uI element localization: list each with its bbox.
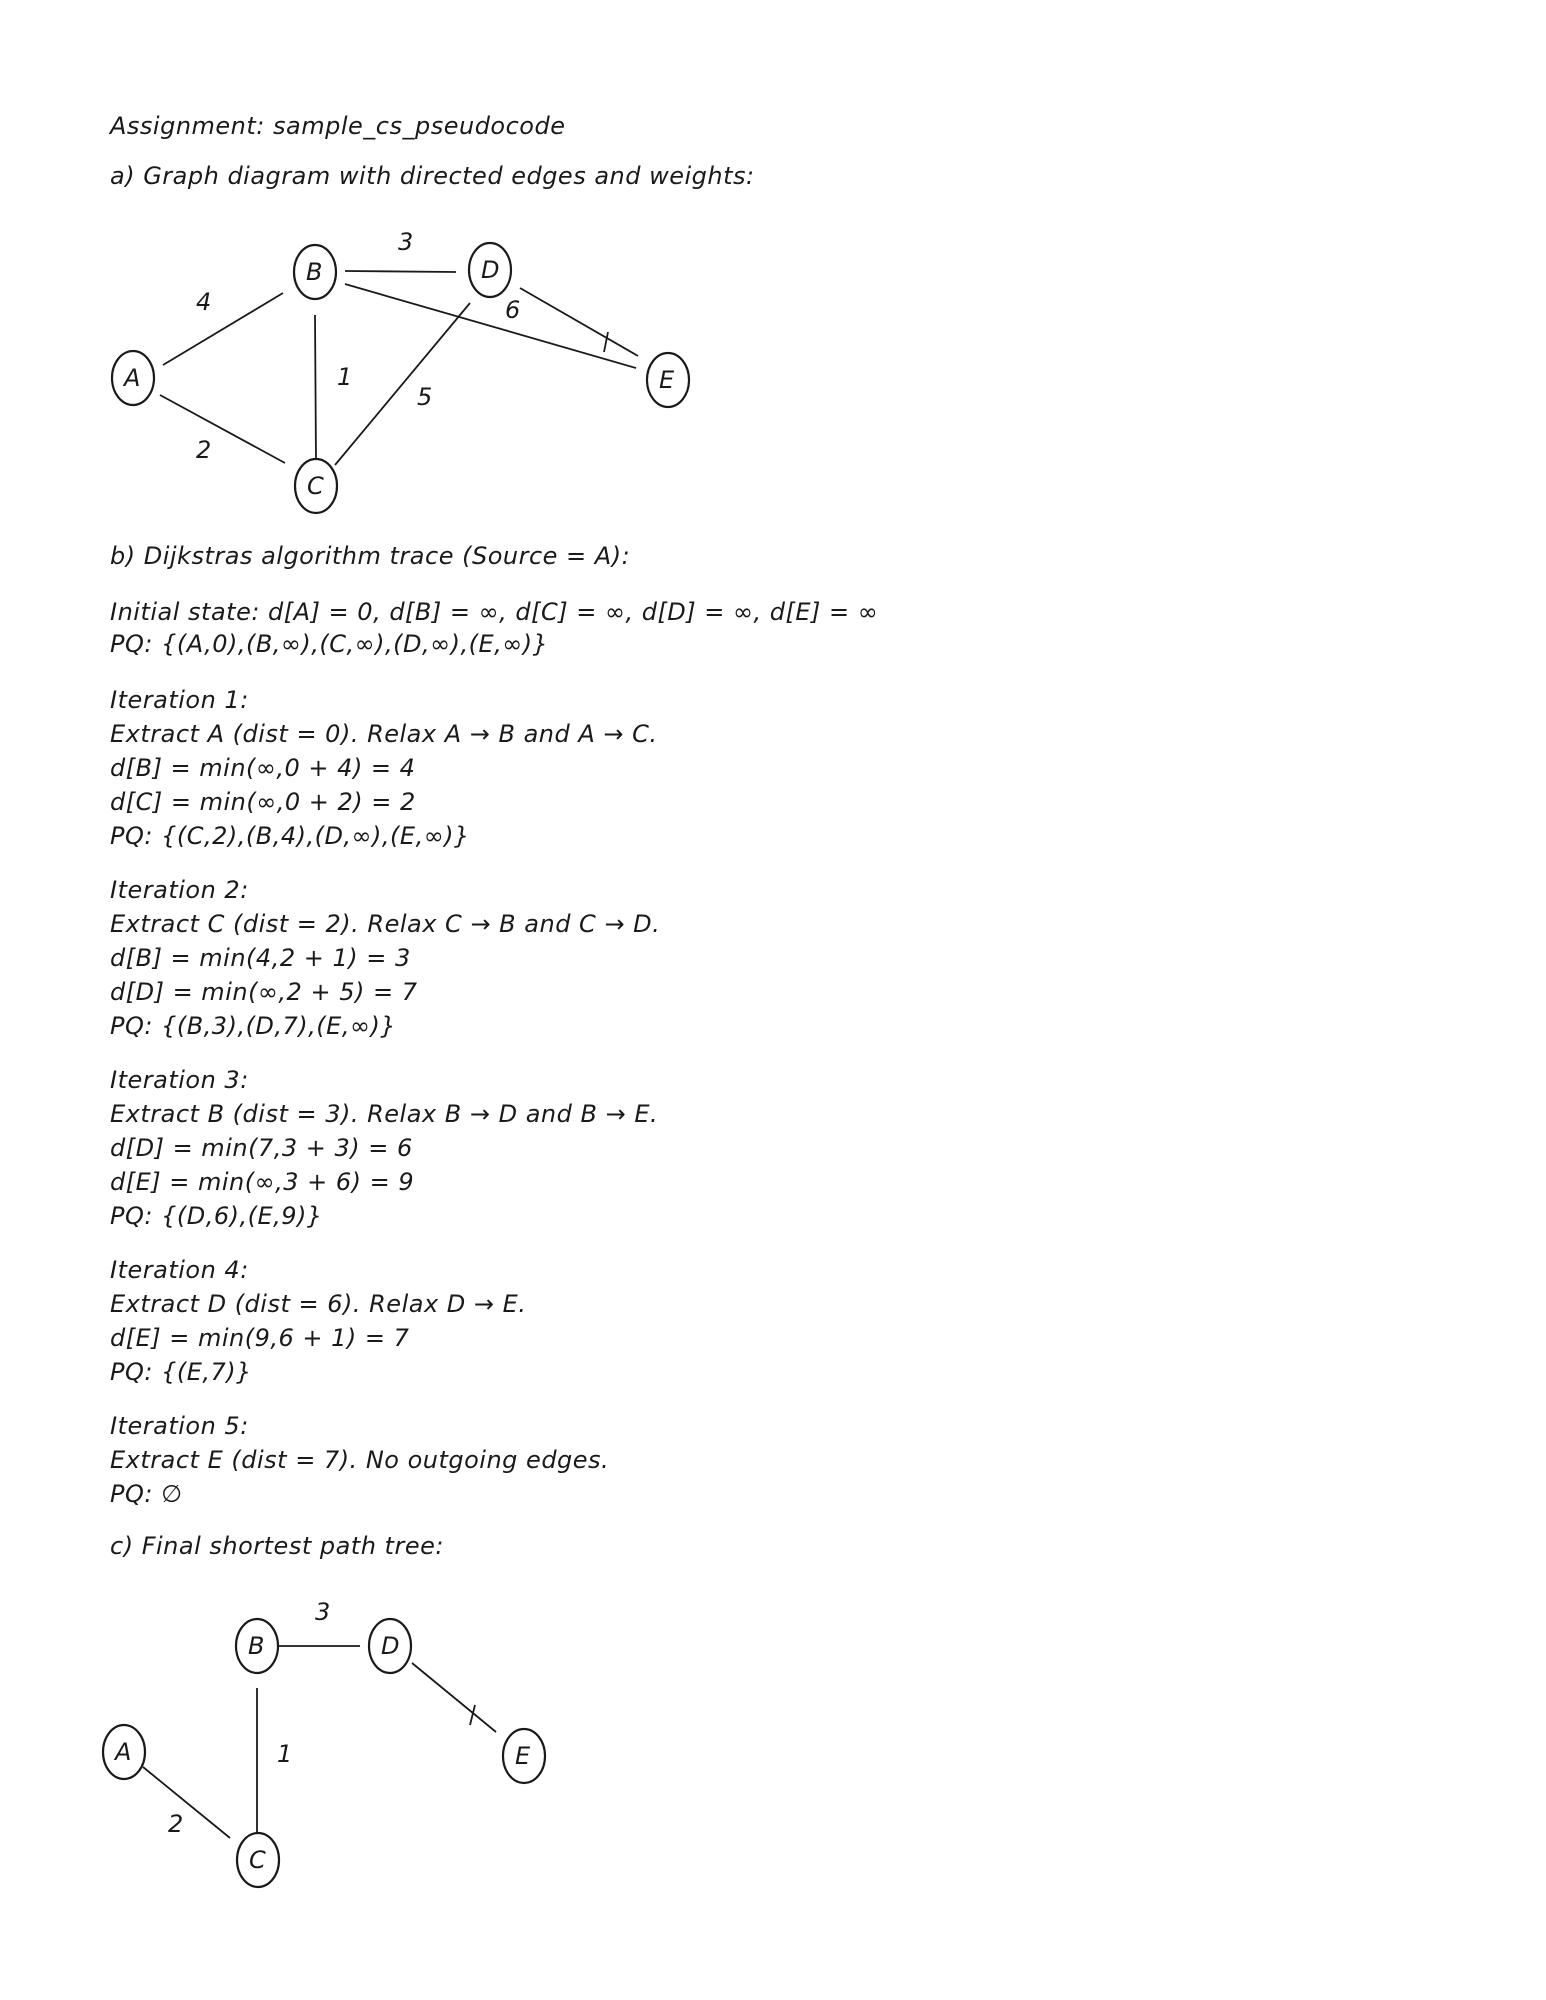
svg-text:C: C [249, 1846, 266, 1874]
tree-node-a [103, 1725, 145, 1779]
weight-a-b: 4 [196, 288, 212, 316]
tree-node-c [237, 1833, 279, 1887]
tree-node-e [503, 1729, 545, 1783]
tree-edge-a-c [143, 1767, 230, 1838]
iteration-3-pq: PQ: {(D,6),(E,9)} [110, 1202, 323, 1230]
iteration-3-extract: Extract B (dist = 3). Relax B → D and B → E. [110, 1100, 659, 1128]
initial-state: Initial state: d[A] = 0, d[B] = ∞, d[C] = ∞, d[D] = ∞, d[E] = ∞ [110, 598, 879, 626]
svg-text:C: C [307, 472, 324, 500]
node-c [295, 459, 337, 513]
svg-text:B: B [248, 1632, 265, 1660]
iteration-2-pq: PQ: {(B,3),(D,7),(E,∞)} [110, 1012, 397, 1040]
svg-text:D: D [381, 1632, 400, 1660]
tree-node-b [236, 1619, 278, 1673]
assignment-title: Assignment: sample_cs_pseudocode [110, 112, 566, 140]
node-e [647, 353, 689, 407]
iteration-4-update-1: d[E] = min(9,6 + 1) = 7 [110, 1324, 410, 1352]
edge-d-e-tick [604, 332, 608, 352]
node-d [469, 243, 511, 297]
iteration-3-update-2: d[E] = min(∞,3 + 6) = 9 [110, 1168, 415, 1196]
iteration-5-pq: PQ: ∅ [110, 1480, 183, 1508]
part-c-heading: c) Final shortest path tree: [110, 1532, 444, 1560]
node-a [112, 351, 154, 405]
iteration-5-title: Iteration 5: [110, 1412, 249, 1440]
tree-weight-b-c: 1 [277, 1740, 293, 1768]
weight-b-d: 3 [398, 228, 414, 256]
edge-a-b [163, 293, 283, 365]
iteration-3-update-1: d[D] = min(7,3 + 3) = 6 [110, 1134, 413, 1162]
svg-text:D: D [481, 256, 500, 284]
part-b-heading: b) Dijkstras algorithm trace (Source = A): [110, 542, 631, 570]
iteration-2-extract: Extract C (dist = 2). Relax C → B and C → D. [110, 910, 661, 938]
iteration-2-update-2: d[D] = min(∞,2 + 5) = 7 [110, 978, 418, 1006]
node-b [294, 245, 336, 299]
initial-pq: PQ: {(A,0),(B,∞),(C,∞),(D,∞),(E,∞)} [110, 630, 549, 658]
svg-text:E: E [515, 1742, 531, 1770]
iteration-1-pq: PQ: {(C,2),(B,4),(D,∞),(E,∞)} [110, 822, 470, 850]
iteration-4-extract: Extract D (dist = 6). Relax D → E. [110, 1290, 527, 1318]
shortest-path-tree [0, 1560, 800, 1904]
part-a-heading: a) Graph diagram with directed edges and weights: [110, 162, 755, 190]
tree-weight-a-c: 2 [168, 1810, 184, 1838]
edge-a-c [160, 395, 285, 463]
iteration-4-title: Iteration 4: [110, 1256, 249, 1284]
weight-b-e: 6 [505, 296, 521, 324]
iteration-3-title: Iteration 3: [110, 1066, 249, 1094]
iteration-1-title: Iteration 1: [110, 686, 249, 714]
edge-d-e [520, 288, 638, 356]
weight-b-c: 1 [337, 363, 353, 391]
iteration-1-update-2: d[C] = min(∞,0 + 2) = 2 [110, 788, 416, 816]
svg-text:E: E [659, 366, 675, 394]
iteration-2-update-1: d[B] = min(4,2 + 1) = 3 [110, 944, 411, 972]
svg-text:B: B [306, 258, 323, 286]
tree-node-d [369, 1619, 411, 1673]
edge-c-d [335, 303, 470, 465]
iteration-4-pq: PQ: {(E,7)} [110, 1358, 252, 1386]
edge-b-d [345, 271, 456, 272]
svg-text:A: A [115, 1738, 132, 1766]
iteration-1-extract: Extract A (dist = 0). Relax A → B and A → C. [110, 720, 658, 748]
iteration-1-update-1: d[B] = min(∞,0 + 4) = 4 [110, 754, 416, 782]
graph-diagram [0, 0, 800, 544]
edge-b-c [315, 315, 316, 462]
weight-a-c: 2 [196, 436, 212, 464]
svg-text:A: A [124, 364, 141, 392]
iteration-2-title: Iteration 2: [110, 876, 249, 904]
tree-edge-d-e [412, 1663, 496, 1732]
iteration-5-extract: Extract E (dist = 7). No outgoing edges. [110, 1446, 610, 1474]
tree-weight-b-d: 3 [315, 1598, 331, 1626]
weight-c-d: 5 [417, 383, 433, 411]
